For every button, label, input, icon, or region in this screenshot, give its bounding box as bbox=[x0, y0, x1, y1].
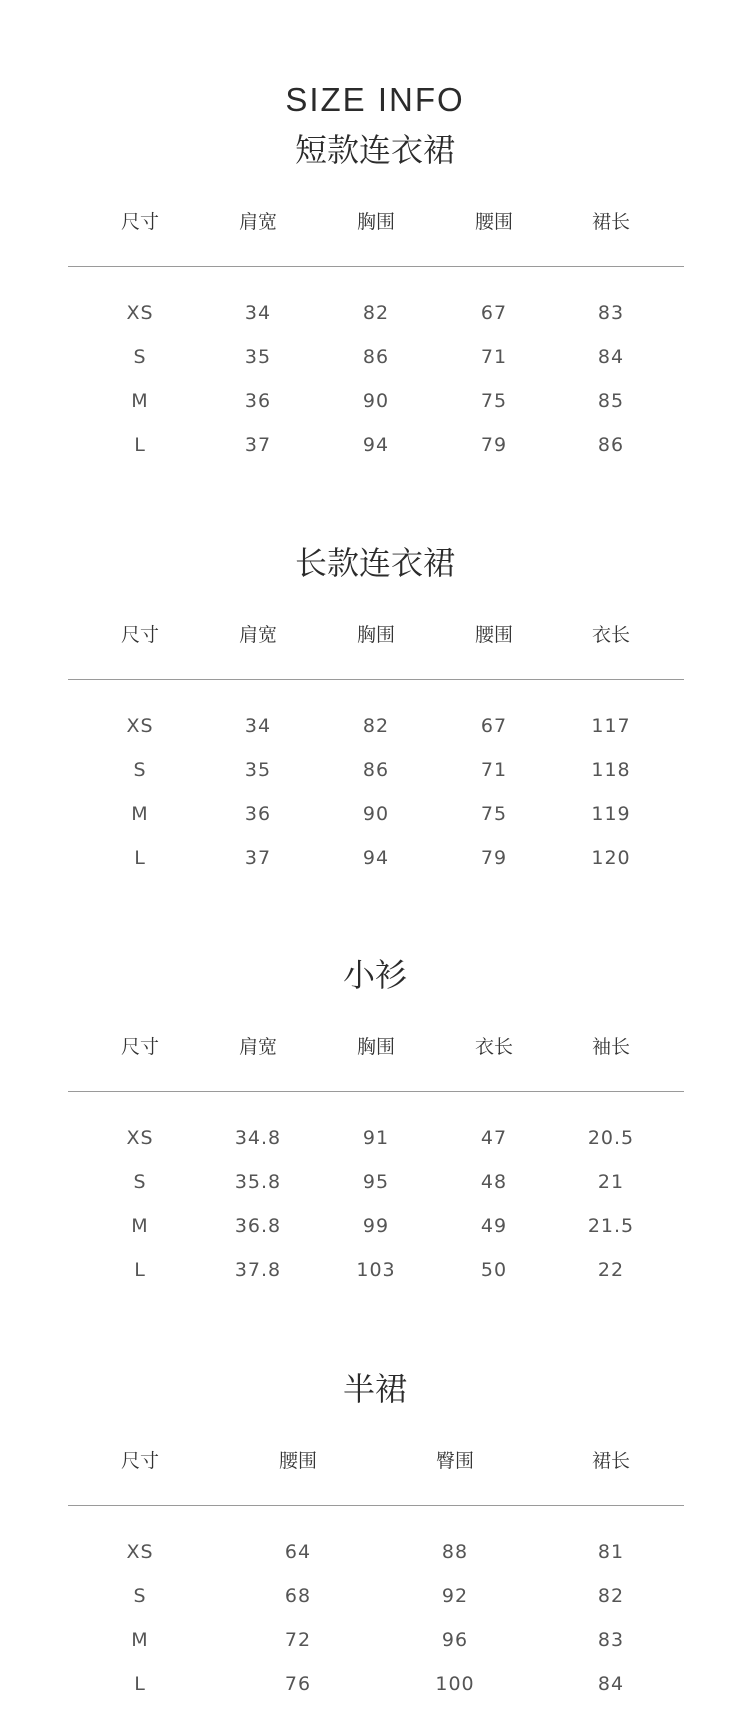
column-header: 裙长 bbox=[591, 1450, 630, 1472]
section-title: 小衫 bbox=[342, 956, 407, 994]
column-header: 衣长 bbox=[474, 1036, 513, 1058]
column-header: 腰围 bbox=[474, 624, 513, 646]
measurement-cell: 86 bbox=[362, 346, 390, 368]
measurement-cell: 91 bbox=[362, 1127, 390, 1149]
size-table-short-dress bbox=[0, 130, 750, 456]
measurement-cell: 81 bbox=[597, 1541, 625, 1563]
column-header: 尺寸 bbox=[120, 1450, 159, 1472]
measurement-cell: 92 bbox=[441, 1585, 469, 1607]
measurement-cell: 35.8 bbox=[234, 1171, 282, 1193]
measurement-cell: 64 bbox=[284, 1541, 312, 1563]
measurement-cell: 84 bbox=[597, 1673, 625, 1695]
column-header: 腰围 bbox=[474, 211, 513, 233]
size-label-cell: L bbox=[134, 434, 146, 456]
measurement-cell: 90 bbox=[362, 803, 390, 825]
column-header: 胸围 bbox=[356, 624, 395, 646]
measurement-cell: 83 bbox=[597, 1629, 625, 1651]
measurement-cell: 86 bbox=[362, 759, 390, 781]
column-header: 衣长 bbox=[591, 624, 630, 646]
measurement-cell: 79 bbox=[480, 434, 508, 456]
measurement-cell: 34 bbox=[244, 715, 272, 737]
measurement-cell: 20.5 bbox=[587, 1127, 635, 1149]
measurement-cell: 47 bbox=[480, 1127, 508, 1149]
size-label-cell: XS bbox=[126, 302, 154, 324]
table-row bbox=[0, 430, 750, 460]
size-label-cell: M bbox=[131, 1629, 149, 1651]
column-header: 尺寸 bbox=[120, 1036, 159, 1058]
measurement-cell: 79 bbox=[480, 847, 508, 869]
measurement-cell: 71 bbox=[480, 346, 508, 368]
measurement-cell: 117 bbox=[591, 715, 631, 737]
size-label-cell: XS bbox=[126, 1541, 154, 1563]
table-row bbox=[0, 1581, 750, 1611]
measurement-cell: 103 bbox=[356, 1259, 396, 1281]
table-header-row bbox=[0, 1446, 750, 1476]
measurement-cell: 72 bbox=[284, 1629, 312, 1651]
measurement-cell: 34.8 bbox=[234, 1127, 282, 1149]
table-row bbox=[0, 1669, 750, 1699]
size-label-cell: L bbox=[134, 847, 146, 869]
measurement-cell: 100 bbox=[435, 1673, 475, 1695]
measurement-cell: 21 bbox=[597, 1171, 625, 1193]
section-title: 短款连衣裙 bbox=[294, 131, 455, 169]
header-divider bbox=[68, 679, 684, 680]
measurement-cell: 37 bbox=[244, 434, 272, 456]
measurement-cell: 21.5 bbox=[587, 1215, 635, 1237]
column-header: 肩宽 bbox=[238, 1036, 277, 1058]
size-label-cell: XS bbox=[126, 1127, 154, 1149]
table-header-row bbox=[0, 620, 750, 650]
page-title: SIZE INFO bbox=[285, 81, 465, 118]
size-label-cell: M bbox=[131, 1215, 149, 1237]
measurement-cell: 35 bbox=[244, 346, 272, 368]
size-label-cell: L bbox=[134, 1259, 146, 1281]
size-label-cell: S bbox=[133, 346, 147, 368]
size-label-cell: S bbox=[133, 1585, 147, 1607]
table-row bbox=[0, 1167, 750, 1197]
size-label-cell: M bbox=[131, 803, 149, 825]
measurement-cell: 82 bbox=[597, 1585, 625, 1607]
measurement-cell: 68 bbox=[284, 1585, 312, 1607]
measurement-cell: 75 bbox=[480, 803, 508, 825]
column-header: 尺寸 bbox=[120, 624, 159, 646]
measurement-cell: 50 bbox=[480, 1259, 508, 1281]
column-header: 肩宽 bbox=[238, 211, 277, 233]
measurement-cell: 94 bbox=[362, 847, 390, 869]
measurement-cell: 36 bbox=[244, 803, 272, 825]
measurement-cell: 37 bbox=[244, 847, 272, 869]
table-row bbox=[0, 799, 750, 829]
column-header: 胸围 bbox=[356, 1036, 395, 1058]
table-row bbox=[0, 843, 750, 873]
measurement-cell: 82 bbox=[362, 715, 390, 737]
measurement-cell: 49 bbox=[480, 1215, 508, 1237]
column-header: 腰围 bbox=[278, 1450, 317, 1472]
column-header: 袖长 bbox=[591, 1036, 630, 1058]
size-table-skirt bbox=[0, 1369, 750, 1695]
header-divider bbox=[68, 1091, 684, 1092]
table-header-row bbox=[0, 207, 750, 237]
size-label-cell: M bbox=[131, 390, 149, 412]
measurement-cell: 71 bbox=[480, 759, 508, 781]
measurement-cell: 96 bbox=[441, 1629, 469, 1651]
measurement-cell: 34 bbox=[244, 302, 272, 324]
measurement-cell: 22 bbox=[597, 1259, 625, 1281]
table-row bbox=[0, 298, 750, 328]
measurement-cell: 75 bbox=[480, 390, 508, 412]
measurement-cell: 76 bbox=[284, 1673, 312, 1695]
header-divider bbox=[68, 266, 684, 267]
measurement-cell: 83 bbox=[597, 302, 625, 324]
measurement-cell: 119 bbox=[591, 803, 631, 825]
measurement-cell: 86 bbox=[597, 434, 625, 456]
table-row bbox=[0, 1211, 750, 1241]
size-table-blouse bbox=[0, 955, 750, 1281]
measurement-cell: 85 bbox=[597, 390, 625, 412]
section-title: 半裙 bbox=[342, 1370, 407, 1408]
table-row bbox=[0, 1123, 750, 1153]
size-label-cell: S bbox=[133, 759, 147, 781]
measurement-cell: 84 bbox=[597, 346, 625, 368]
measurement-cell: 95 bbox=[362, 1171, 390, 1193]
header-divider bbox=[68, 1505, 684, 1506]
measurement-cell: 99 bbox=[362, 1215, 390, 1237]
column-header: 肩宽 bbox=[238, 624, 277, 646]
table-row bbox=[0, 1537, 750, 1567]
size-label-cell: S bbox=[133, 1171, 147, 1193]
measurement-cell: 90 bbox=[362, 390, 390, 412]
section-title: 长款连衣裙 bbox=[294, 544, 455, 582]
measurement-cell: 36.8 bbox=[234, 1215, 282, 1237]
measurement-cell: 82 bbox=[362, 302, 390, 324]
table-row bbox=[0, 1625, 750, 1655]
measurement-cell: 48 bbox=[480, 1171, 508, 1193]
table-header-row bbox=[0, 1032, 750, 1062]
column-header: 胸围 bbox=[356, 211, 395, 233]
measurement-cell: 37.8 bbox=[234, 1259, 282, 1281]
table-row bbox=[0, 711, 750, 741]
column-header: 臀围 bbox=[435, 1450, 474, 1472]
measurement-cell: 88 bbox=[441, 1541, 469, 1563]
table-row bbox=[0, 1255, 750, 1285]
column-header: 尺寸 bbox=[120, 211, 159, 233]
measurement-cell: 118 bbox=[591, 759, 631, 781]
table-row bbox=[0, 386, 750, 416]
measurement-cell: 36 bbox=[244, 390, 272, 412]
column-header: 裙长 bbox=[591, 211, 630, 233]
measurement-cell: 120 bbox=[591, 847, 631, 869]
table-row bbox=[0, 755, 750, 785]
size-label-cell: XS bbox=[126, 715, 154, 737]
table-row bbox=[0, 342, 750, 372]
measurement-cell: 94 bbox=[362, 434, 390, 456]
size-table-long-dress bbox=[0, 543, 750, 869]
size-label-cell: L bbox=[134, 1673, 146, 1695]
measurement-cell: 67 bbox=[480, 715, 508, 737]
measurement-cell: 35 bbox=[244, 759, 272, 781]
measurement-cell: 67 bbox=[480, 302, 508, 324]
